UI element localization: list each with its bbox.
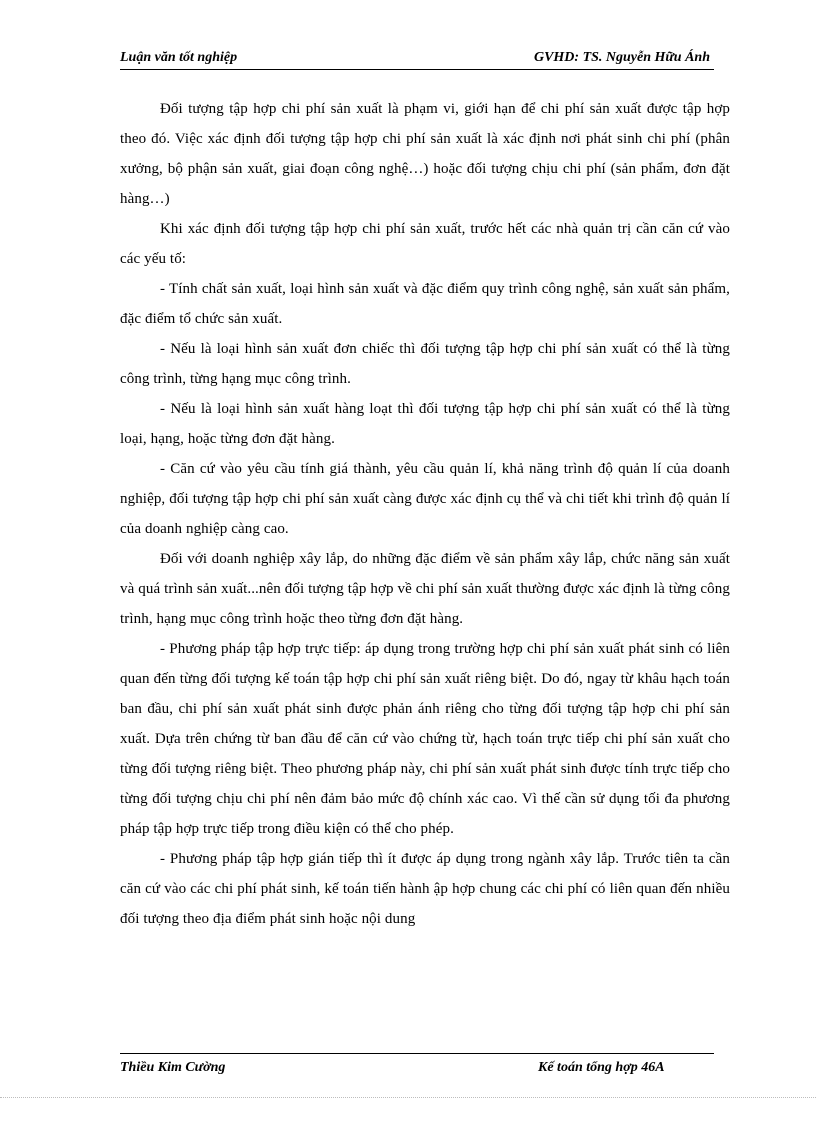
- document-body: [120, 94, 730, 934]
- paragraph-factor-batch-production: - Nếu là loại hình sản xuất hàng loạt thì đối tượng tập hợp chi phí sản xuất có thể là từng loại, hạng, hoặc từng đơn đặt hàng.: [120, 401, 730, 447]
- header-advisor: GVHD: TS. Nguyễn Hữu Ánh: [533, 50, 710, 65]
- footer-class: Kế toán tổng hợp 46A: [538, 1060, 665, 1075]
- paragraph-indirect-method: - Phương pháp tập hợp gián tiếp thì ít được áp dụng trong ngành xây lắp. Trước tiên ta cần căn cứ vào các chi phí phát sinh, kế toán tiến hành ập hợp chung các chi phí có liên quan đến nhiều đối tượng theo địa điểm phát sinh hoặc nội dung: [120, 851, 730, 927]
- footer-author: Thiều Kim Cường: [120, 1060, 226, 1075]
- paragraph-factor-single-production: - Nếu là loại hình sản xuất đơn chiếc thì đối tượng tập hợp chi phí sản xuất có thể là từng công trình, từng hạng mục công trình.: [120, 341, 730, 387]
- paragraph-factor-management: - Căn cứ vào yêu cầu tính giá thành, yêu cầu quản lí, khả năng trình độ quản lí của doanh nghiệp, đối tượng tập hợp chi phí sản xuất càng được xác định cụ thể và chi tiết khi trình độ quản lí của doanh nghiệp càng cao.: [120, 461, 730, 537]
- paragraph-direct-method: - Phương pháp tập hợp trực tiếp: áp dụng trong trường hợp chi phí sản xuất phát sinh có liên quan đến từng đối tượng kế toán tập hợp chi phí sản xuất riêng biệt. Do đó, ngay từ khâu hạch toán ban đầu, chi phí sản xuất phát sinh được phản ánh riêng cho từng đối tượng tập hợp chi phí sản xuất. Dựa trên chứng từ ban đầu để căn cứ vào chứng từ, hạch toán trực tiếp chi phí sản xuất cho từng đối tượng riêng biệt. Theo phương pháp này, chi phí sản xuất phát sinh được tính trực tiếp cho từng đối tượng chịu chi phí nên đảm bảo mức độ chính xác cao. Vì thế cần sử dụng tối đa phương pháp tập hợp trực tiếp trong điều kiện có thể cho phép.: [120, 641, 730, 837]
- footer-divider: [120, 1053, 714, 1054]
- page-header: [120, 49, 714, 70]
- header-thesis-title: Luận văn tốt nghiệp: [120, 50, 238, 65]
- page-bottom-edge: [0, 1097, 816, 1098]
- paragraph-factor-production-nature: - Tính chất sản xuất, loại hình sản xuất và đặc điểm quy trình công nghệ, sản xuất sản phẩm, đặc điểm tổ chức sản xuất.: [120, 281, 730, 327]
- paragraph-construction-enterprise: Đối với doanh nghiệp xây lắp, do những đặc điểm về sản phẩm xây lắp, chức năng sản xuất và quá trình sản xuất...nên đối tượng tập hợp về chi phí sản xuất thường được xác định là từng công trình, hạng mục công trình hoặc theo từng đơn đặt hàng.: [120, 551, 730, 627]
- paragraph-definition: Đối tượng tập hợp chi phí sản xuất là phạm vi, giới hạn để chi phí sản xuất được tập hợp theo đó. Việc xác định đối tượng tập hợp chi phí sản xuất là xác định nơi phát sinh chi phí (phân xưởng, bộ phận sản xuất, giai đoạn công nghệ…) hoặc đối tượng chịu chi phí (sản phẩm, đơn đặt hàng…): [120, 101, 730, 207]
- paragraph-factors-intro: Khi xác định đối tượng tập hợp chi phí sản xuất, trước hết các nhà quản trị cần căn cứ vào các yếu tố:: [120, 221, 730, 267]
- page-footer: [120, 1059, 714, 1079]
